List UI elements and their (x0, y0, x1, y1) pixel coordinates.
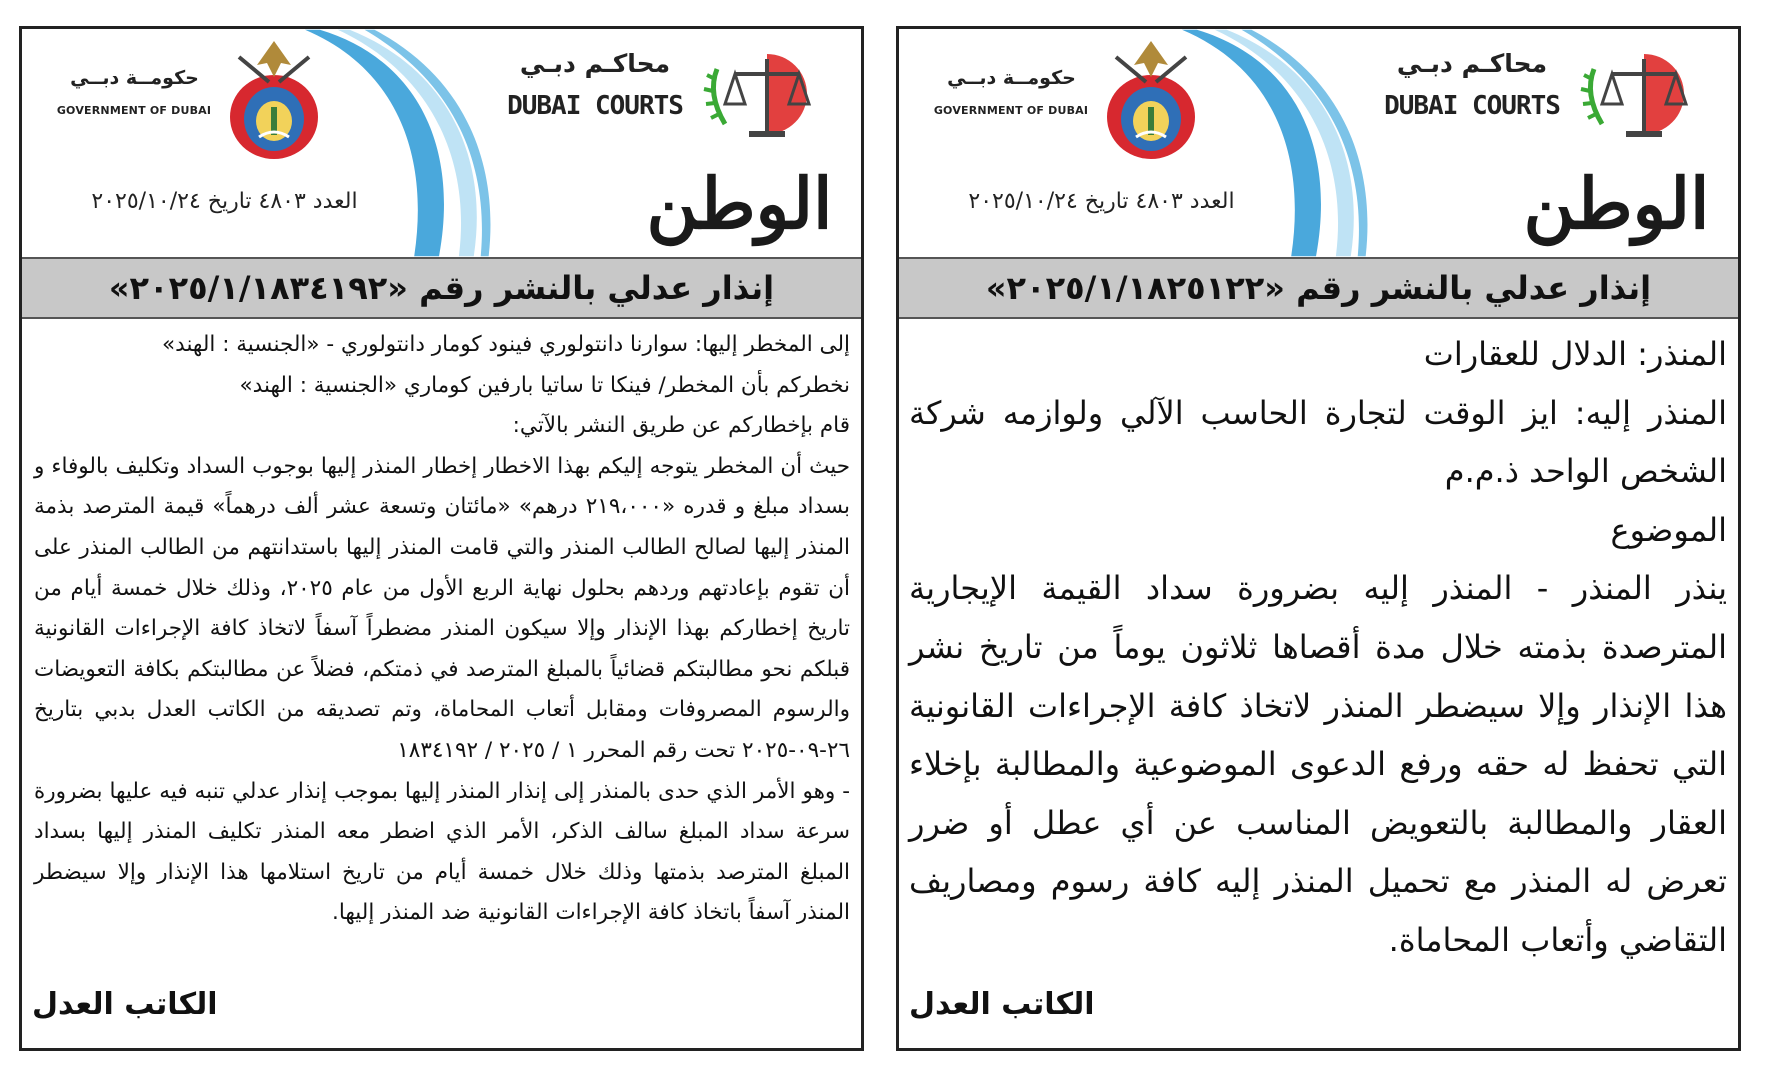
body-line-notifier: المنذر: الدلال للعقارات (1423, 335, 1727, 373)
newspaper-name: الوطن (1523, 162, 1710, 245)
body-line-notifier: نخطركم بأن المخطر/ فينكا تا ساتيا بارفين كوماري «الجنسية : الهند» (239, 372, 850, 398)
notice-left (19, 26, 864, 1051)
courts-name-arabic: محاكـم دبـي (1396, 49, 1548, 78)
body-line-subject: الموضوع (1610, 510, 1727, 549)
notice-body (909, 325, 1727, 970)
notice-body (34, 325, 850, 934)
gov-name-english: GOVERNMENT OF DUBAI (933, 104, 1089, 117)
issue-number-date: العدد ٤٨٠٣ تاريخ ٢٠٢٥/١٠/٢٤ (91, 189, 358, 214)
body-line-intro: قام بإخطاركم عن طريق النشر بالآتي: (512, 413, 850, 439)
gov-name-arabic: حكومــة دبــي (947, 67, 1076, 89)
dubai-courts-scales-icon (687, 39, 847, 149)
notice-right (896, 26, 1741, 1051)
notary-signature: الكاتب العدل (909, 987, 1095, 1022)
notary-signature: الكاتب العدل (32, 987, 218, 1022)
notice-title: إنذار عدلي بالنشر رقم «٢٠٢٥/١/١٨٢٥١٢٢» (899, 257, 1738, 319)
gov-name-arabic: حكومــة دبــي (70, 67, 199, 89)
body-paragraph-main: حيث أن المخطر يتوجه إليكم بهذا الاخطار إخطار المنذر إليها بوجوب السداد وتكليف بالوفاء و بسداد مبلغ و قدره «٢١٩،٠٠٠ درهم» «مائتان وتسعة عشر ألف درهماً» قيمة المترصد بذمة المنذر إليها لصالح الطالب المنذر والتي قامت المنذر إليها باستدانتهم من الطالب المنذر على أن تقوم بإعادتهم وردهم بحلول نهاية الربع الأول من عام ٢٠٢٥، وذلك خلال خمسة أيام من تاريخ إخطاركم بهذا الإنذار وإلا سيكون المنذر مضطراً آسفاً لاتخاذ كافة الإجراءات القانونية قبلكم نحو مطالبتكم قضائياً بالمبلغ المترصد في ذمتكم، فضلاً عن مطالبتكم بكافة التعويضات والرسوم المصروفات ومقابل أتعاب المحاماة، وتم تصديقه من الكاتب العدل بدبي بتاريخ ٢٦-٠٩-٢٠٢٥ تحت رقم المحرر ١ / ٢٠٢٥ / ١٨٣٤١٩٢ (34, 453, 851, 763)
courts-name-arabic: محاكـم دبـي (519, 49, 671, 78)
body-line-recipient: المنذر إليه: ايز الوقت لتجارة الحاسب الآلي ولوازمه شركة الشخص الواحد ذ.م.م (909, 393, 1727, 491)
dubai-courts-scales-icon (1564, 39, 1724, 149)
dubai-government-emblem-icon (1096, 37, 1206, 162)
issue-number-date: العدد ٤٨٠٣ تاريخ ٢٠٢٥/١٠/٢٤ (968, 189, 1235, 214)
body-line-recipient: إلى المخطر إليها: سوارنا دانتولوري فينود كومار دانتولوري - «الجنسية : الهند» (162, 332, 850, 357)
courts-name-english: DUBAI COURTS (1384, 91, 1560, 121)
courts-name-english: DUBAI COURTS (507, 91, 683, 121)
notice-header (22, 29, 861, 257)
body-paragraph-followup: - وهو الأمر الذي حدى بالمنذر إلى إنذار المنذر إليها بموجب إنذار عدلي تنبه فيه عليها بضرورة سرعة سداد المبلغ سالف الذكر، الأمر الذي اضطر معه المنذر تكليف المنذر إليها بسداد المبلغ المترصد بذمتها وذلك خلال خمسة أيام من تاريخ استلامها هذا الإنذار وإلا سيضطر المنذر آسفاً باتخاذ كافة الإجراءات القانونية ضد المنذر إليها. (34, 778, 850, 926)
notice-title: إنذار عدلي بالنشر رقم «٢٠٢٥/١/١٨٣٤١٩٢» (22, 257, 861, 319)
newspaper-name: الوطن (646, 162, 833, 245)
gov-name-english: GOVERNMENT OF DUBAI (56, 104, 212, 117)
notice-header (899, 29, 1738, 257)
dubai-government-emblem-icon (219, 37, 329, 162)
body-paragraph-main: ينذر المنذر - المنذر إليه بضرورة سداد القيمة الإيجارية المترصدة بذمته خلال مدة أقصاها ثلاثون يوماً من تاريخ نشر هذا الإنذار وإلا سيضطر المنذر لاتخاذ كافة الإجراءات القانونية التي تحفظ له حقه ورفع الدعوى الموضوعية والمطالبة بإخلاء العقار والمطالبة بالتعويض المناسب عن أي عطل أو ضرر تعرض له المنذر مع تحميل المنذر إليه كافة رسوم ومصاريف التقاضي وأتعاب المحاماة. (909, 569, 1727, 959)
